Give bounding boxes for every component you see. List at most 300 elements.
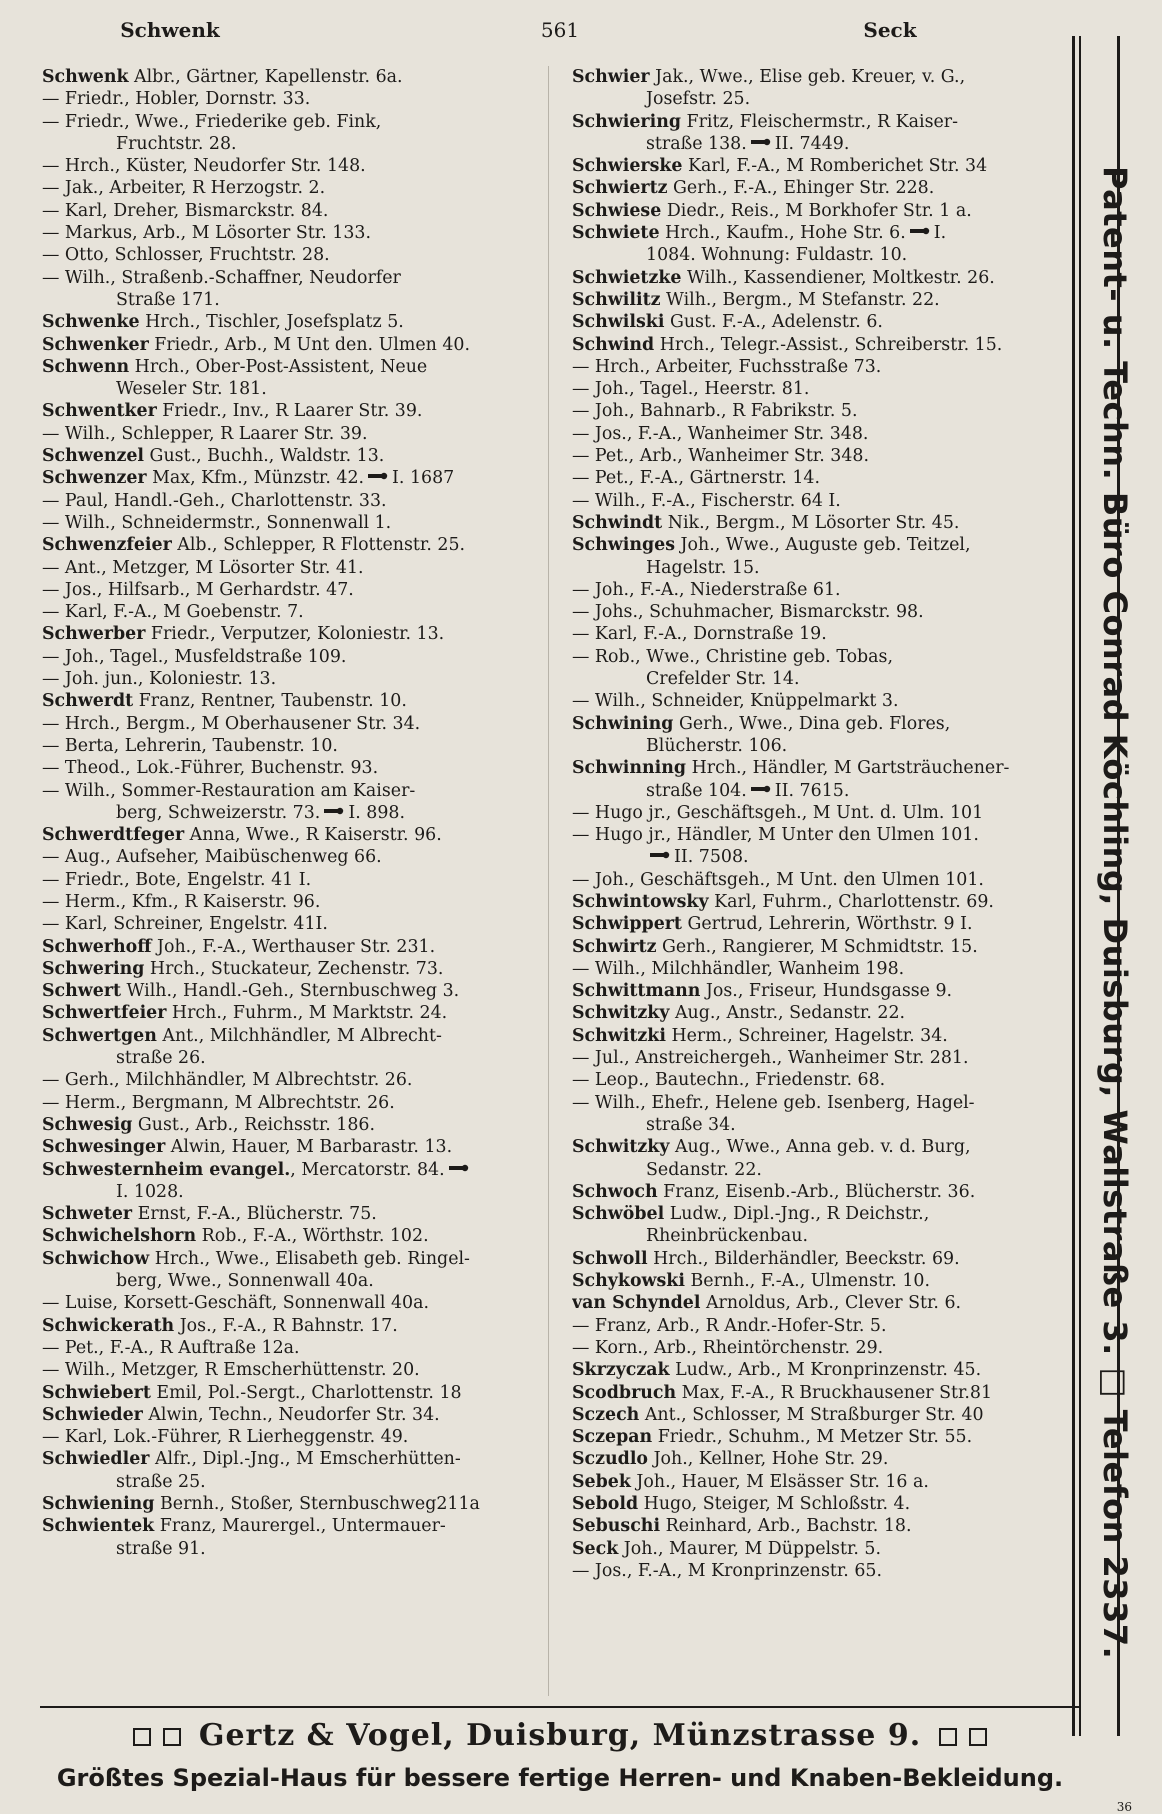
directory-entry (572, 846, 1070, 868)
entry-details: Gerh., F.-A., Ehinger Str. 228. (667, 178, 935, 199)
entry-surname: Schwirtz (572, 936, 657, 957)
entry-details: — Wilh., Metzger, R Emscherhüttenstr. 20. (42, 1360, 420, 1381)
entry-details: Franz, Rentner, Taubenstr. 10. (133, 691, 407, 712)
entry-details: — Wilh., Ehefr., Helene geb. Isenberg, Hagel- (572, 1092, 975, 1113)
directory-entry (572, 490, 1070, 512)
directory-entry (572, 244, 1070, 266)
entry-surname: Schykowski (572, 1271, 685, 1292)
directory-entry (42, 445, 540, 467)
entry-details: — Hugo jr., Händler, M Unter den Ulmen 101. (572, 825, 979, 846)
entry-details: Hrch., Bilderhändler, Beeckstr. 69. (647, 1248, 960, 1269)
entry-surname: Schwiedler (42, 1449, 150, 1470)
directory-entry (42, 1404, 540, 1426)
entry-details: Reinhard, Arb., Bachstr. 18. (660, 1516, 912, 1537)
directory-entry (572, 690, 1070, 712)
entry-details: — Karl, Schreiner, Engelstr. 41I. (42, 914, 328, 935)
entry-details: — Joh., Tagel., Heerstr. 81. (572, 379, 810, 400)
entry-details: — Wilh., Straßenb.-Schaffner, Neudorfer (42, 267, 401, 288)
entry-details: Alfr., Dipl.-Jng., M Emscherhütten- (149, 1449, 461, 1470)
entry-surname: Sebek (572, 1471, 631, 1492)
entry-details: — Ant., Metzger, M Lösorter Str. 41. (42, 557, 364, 578)
entry-details: Ant., Milchhändler, M Albrecht- (156, 1025, 442, 1046)
telephone-icon (650, 851, 670, 859)
entry-surname: Schwoll (572, 1248, 648, 1269)
entry-surname: Schwiering (572, 111, 682, 132)
entry-details: — Pet., F.-A., Gärtnerstr. 14. (572, 468, 821, 489)
entry-details: straße 34. (646, 1114, 736, 1135)
entry-details: — Otto, Schlosser, Fruchtstr. 28. (42, 245, 330, 266)
directory-entry (42, 579, 540, 601)
entry-surname: Schwiebert (42, 1382, 151, 1403)
directory-entry (572, 66, 1070, 88)
telephone-icon (449, 1164, 469, 1172)
directory-entry (572, 623, 1070, 645)
entry-details: — Friedr., Bote, Engelstr. 41 I. (42, 869, 312, 890)
directory-entry (572, 757, 1070, 779)
entry-details: Josefstr. 25. (646, 89, 751, 110)
entry-details: Gust., Buchh., Waldstr. 13. (144, 446, 385, 467)
entry-details: Jos., F.-A., R Bahnstr. 17. (174, 1315, 398, 1336)
directory-entry (42, 668, 540, 690)
entry-details: — Aug., Aufseher, Maibüschenweg 66. (42, 847, 382, 868)
entry-details: — Jos., F.-A., Wanheimer Str. 348. (572, 423, 869, 444)
sidebar-advertisement (1072, 36, 1134, 1736)
entry-details: — Joh. jun., Koloniestr. 13. (42, 669, 277, 690)
entry-surname: Schwesinger (42, 1137, 166, 1158)
entry-details: Wilh., Handl.-Geh., Sternbuschweg 3. (121, 981, 460, 1002)
directory-entry (42, 1292, 540, 1314)
directory-entry (572, 1560, 1070, 1582)
entry-details: 1084. Wohnung: Fuldastr. 10. (646, 245, 908, 266)
directory-entry (42, 1426, 540, 1448)
left-column (42, 66, 540, 1560)
directory-entry (572, 1159, 1070, 1181)
entry-details: Franz, Maurergel., Untermauer- (154, 1516, 446, 1537)
entry-surname: Schwintowsky (572, 891, 709, 912)
entry-details: Rheinbrückenbau. (646, 1226, 808, 1247)
entry-details: — Herm., Kfm., R Kaiserstr. 96. (42, 891, 321, 912)
directory-entry (572, 1047, 1070, 1069)
entry-details: Alb., Schlepper, R Flottenstr. 25. (171, 535, 466, 556)
entry-surname: Schwoch (572, 1181, 658, 1202)
directory-entry (572, 980, 1070, 1002)
entry-surname: Seck (572, 1538, 619, 1559)
entry-details: — Markus, Arb., M Lösorter Str. 133. (42, 223, 371, 244)
entry-phone-number: II. 7449. (774, 133, 850, 154)
entry-details: — Friedr., Hobler, Dornstr. 33. (42, 89, 311, 110)
directory-entry (42, 1069, 540, 1091)
entry-surname: Schwieder (42, 1404, 143, 1425)
entry-details: Nik., Bergm., M Lösorter Str. 45. (662, 512, 960, 533)
entry-surname: Schwind (572, 334, 655, 355)
entry-details: Hrch., Ober-Post-Assistent, Neue (129, 356, 428, 377)
entry-surname: van Schyndel (572, 1293, 701, 1314)
entry-surname: Schwittmann (572, 981, 701, 1002)
directory-entry (42, 177, 540, 199)
telephone-icon (751, 138, 771, 146)
directory-entry (42, 623, 540, 645)
entry-details: Blücherstr. 106. (646, 735, 788, 756)
directory-entry (572, 601, 1070, 623)
ad-top-rule (40, 1706, 1080, 1708)
entry-details: Gust., Arb., Reichsstr. 186. (132, 1114, 376, 1135)
directory-entry (42, 267, 540, 289)
entry-details: Hrch., Wwe., Elisabeth geb. Ringel- (149, 1248, 470, 1269)
sidebar-rule (1072, 36, 1075, 1736)
entry-details: berg, Schweizerstr. 73. (116, 802, 321, 823)
directory-entry (42, 155, 540, 177)
directory-entry (572, 1025, 1070, 1047)
entry-surname: Sczech (572, 1404, 640, 1425)
entry-details: Arnoldus, Arb., Clever Str. 6. (700, 1293, 962, 1314)
entry-details: Ant., Schlosser, M Straßburger Str. 40 (639, 1404, 984, 1425)
entry-surname: Schwiese (572, 200, 662, 221)
directory-entry (42, 1382, 540, 1404)
entry-details: Emil, Pol.-Sergt., Charlottenstr. 18 (150, 1382, 462, 1403)
entry-details: — Berta, Lehrerin, Taubenstr. 10. (42, 735, 338, 756)
entry-details: Herm., Schreiner, Hagelstr. 34. (665, 1025, 948, 1046)
entry-details: Friedr., Arb., M Unt den. Ulmen 40. (148, 334, 470, 355)
directory-entry (572, 1203, 1070, 1225)
directory-entry (572, 1359, 1070, 1381)
directory-entry (572, 1248, 1070, 1270)
entry-details: Friedr., Inv., R Laarer Str. 39. (156, 401, 423, 422)
telephone-icon (910, 227, 930, 235)
entry-surname: Schwiete (572, 223, 660, 244)
directory-entry (42, 1114, 540, 1136)
entry-details: straße 25. (116, 1471, 206, 1492)
entry-surname: Sebold (572, 1494, 639, 1514)
entry-surname: Schwippert (572, 914, 682, 935)
entry-surname: Schwerdt (42, 691, 134, 712)
entry-details: — Hrch., Arbeiter, Fuchsstraße 73. (572, 356, 882, 377)
directory-entry (572, 869, 1070, 891)
directory-entry (42, 490, 540, 512)
directory-entry (572, 936, 1070, 958)
entry-details: — Luise, Korsett-Geschäft, Sonnenwall 40a. (42, 1293, 429, 1314)
entry-surname: Schwesternheim evangel. (42, 1159, 291, 1180)
directory-entry (42, 1337, 540, 1359)
entry-details: Crefelder Str. 14. (646, 669, 800, 690)
directory-entry (572, 1181, 1070, 1203)
entry-surname: Schwertfeier (42, 1003, 167, 1024)
directory-entry (42, 1047, 540, 1069)
directory-entry (42, 378, 540, 400)
entry-details: Sedanstr. 22. (646, 1159, 762, 1180)
entry-surname: Schwenke (42, 312, 140, 333)
directory-entry (572, 958, 1070, 980)
entry-details: Joh., Wwe., Auguste geb. Teitzel, (675, 535, 971, 556)
entry-details: Alwin, Hauer, M Barbarastr. 13. (165, 1137, 453, 1158)
entry-surname: Schwining (572, 713, 674, 734)
entry-details: — Pet., F.-A., R Auftraße 12a. (42, 1337, 300, 1358)
entry-details: Bernh., F.-A., Ulmenstr. 10. (684, 1271, 930, 1292)
directory-entry (42, 936, 540, 958)
directory-entry (42, 1203, 540, 1225)
entry-surname: Schwietzke (572, 267, 682, 288)
directory-entry (572, 1315, 1070, 1337)
entry-details: — Karl, F.-A., M Goebenstr. 7. (42, 602, 304, 623)
directory-entry (572, 1493, 1070, 1515)
entry-details: — Franz, Arb., R Andr.-Hofer-Str. 5. (572, 1315, 887, 1336)
directory-entry (42, 200, 540, 222)
directory-entry (42, 913, 540, 935)
directory-entry (572, 1426, 1070, 1448)
entry-surname: Schwenker (42, 334, 149, 355)
entry-details: — Friedr., Wwe., Friederike geb. Fink, (42, 111, 382, 132)
entry-details: Joh., Maurer, M Düppelstr. 5. (618, 1538, 882, 1559)
directory-entry (42, 1471, 540, 1493)
entry-details: — Wilh., Schlepper, R Laarer Str. 39. (42, 423, 368, 444)
directory-entry (42, 467, 540, 489)
directory-entry (42, 1092, 540, 1114)
directory-entry (572, 668, 1070, 690)
entry-details: — Joh., Tagel., Musfeldstraße 109. (42, 646, 347, 667)
square-ornament-icon (969, 1728, 987, 1746)
page-header (40, 18, 1080, 48)
entry-details: — Karl, F.-A., Dornstraße 19. (572, 624, 827, 645)
entry-phone-number: I. 898. (348, 802, 405, 823)
entry-details: — Pet., Arb., Wanheimer Str. 348. (572, 446, 869, 467)
directory-entry (42, 780, 540, 802)
entry-details: Joh., F.-A., Werthauser Str. 231. (151, 936, 436, 957)
directory-entry (42, 1270, 540, 1292)
directory-entry (572, 1471, 1070, 1493)
entry-surname: Schwientek (42, 1516, 155, 1537)
directory-entry (42, 334, 540, 356)
entry-details: Wilh., Bergm., M Stefanstr. 22. (660, 289, 940, 310)
entry-surname: Schwitzky (572, 1003, 670, 1024)
directory-entry (572, 1448, 1070, 1470)
directory-entry (572, 311, 1070, 333)
directory-entry (572, 200, 1070, 222)
directory-entry (572, 400, 1070, 422)
entry-details: Hrch., Kaufm., Hohe Str. 6. (659, 223, 906, 244)
entry-surname: Schwering (42, 958, 145, 979)
directory-entry (572, 267, 1070, 289)
directory-entry (42, 958, 540, 980)
entry-details: — Wilh., Schneidermstr., Sonnenwall 1. (42, 512, 392, 533)
square-ornament-icon (939, 1728, 957, 1746)
directory-entry (42, 1002, 540, 1024)
entry-surname: Scodbruch (572, 1382, 677, 1403)
entry-surname: Schwinges (572, 535, 676, 556)
entry-details: Ludw., Arb., M Kronprinzenstr. 45. (669, 1360, 982, 1381)
directory-entry (42, 88, 540, 110)
directory-entry (572, 378, 1070, 400)
directory-entry (572, 155, 1070, 177)
entry-details: — Hrch., Küster, Neudorfer Str. 148. (42, 156, 366, 177)
entry-surname: Schwenn (42, 356, 130, 377)
directory-entry (42, 111, 540, 133)
entry-surname: Schwitzky (572, 1137, 670, 1158)
directory-entry (42, 1136, 540, 1158)
sidebar-rule (1079, 36, 1081, 1736)
entry-details: — Wilh., Schneider, Knüppelmarkt 3. (572, 691, 899, 712)
entry-details: berg, Wwe., Sonnenwall 40a. (116, 1271, 374, 1292)
entry-phone-number: I. 1687 (392, 468, 455, 489)
directory-entry (42, 713, 540, 735)
page-number: 561 (540, 18, 580, 42)
directory-entry (42, 1315, 540, 1337)
directory-entry (572, 1292, 1070, 1314)
directory-entry (42, 512, 540, 534)
entry-details: Hrch., Fuhrm., M Marktstr. 24. (166, 1003, 448, 1024)
entry-details: — Hugo jr., Geschäftsgeh., M Unt. d. Ulm. 101 (572, 802, 984, 823)
directory-entry (42, 1159, 540, 1181)
entry-phone-number: II. 7615. (774, 780, 850, 801)
directory-entry (42, 735, 540, 757)
entry-details: I. 1028. (116, 1181, 184, 1202)
entry-details: Franz, Eisenb.-Arb., Blücherstr. 36. (657, 1181, 976, 1202)
ad-headline-text: Gertz & Vogel, Duisburg, Münzstrasse 9. (198, 1718, 922, 1753)
entry-surname: Schweter (42, 1204, 133, 1225)
entry-details: — Jul., Anstreichergeh., Wanheimer Str. 281. (572, 1048, 969, 1069)
entry-surname: Schwert (42, 981, 122, 1002)
entry-details: straße 26. (116, 1048, 206, 1069)
entry-details: — Korn., Arb., Rheintörchenstr. 29. (572, 1337, 884, 1358)
ad-headline (40, 1718, 1080, 1758)
entry-details: straße 104. (646, 780, 747, 801)
entry-details: Aug., Anstr., Sedanstr. 22. (669, 1003, 906, 1024)
entry-details: Karl, Fuhrm., Charlottenstr. 69. (708, 891, 994, 912)
directory-entry (572, 1515, 1070, 1537)
directory-entry (42, 423, 540, 445)
entry-details: — Herm., Bergmann, M Albrechtstr. 26. (42, 1092, 395, 1113)
entry-details: Friedr., Schuhm., M Metzer Str. 55. (652, 1427, 973, 1448)
directory-entry (42, 557, 540, 579)
directory-entry (572, 445, 1070, 467)
entry-details: Wilh., Kassendiener, Moltkestr. 26. (681, 267, 995, 288)
entry-details: — Jos., Hilfsarb., M Gerhardstr. 47. (42, 579, 354, 600)
telephone-icon (751, 785, 771, 793)
entry-surname: Schwenk (42, 67, 129, 87)
entry-surname: Skrzyczak (572, 1360, 670, 1381)
ad-subline: Größtes Spezial-Haus für bessere fertige Herren- und Knaben-Bekleidung. (56, 1764, 1064, 1792)
entry-details: Weseler Str. 181. (116, 379, 267, 400)
entry-details: — Paul, Handl.-Geh., Charlottenstr. 33. (42, 490, 387, 511)
entry-phone-number: I. (933, 223, 947, 244)
directory-entry (572, 133, 1070, 155)
directory-entry (42, 356, 540, 378)
directory-entry (572, 1270, 1070, 1292)
entry-details: Diedr., Reis., M Borkhofer Str. 1 a. (661, 200, 972, 221)
telephone-icon (368, 472, 388, 480)
entry-surname: Schwilitz (572, 289, 661, 310)
directory-entry (42, 534, 540, 556)
entry-details: Joh., Hauer, M Elsässer Str. 16 a. (630, 1471, 929, 1492)
entry-details: Rob., F.-A., Wörthstr. 102. (196, 1226, 429, 1247)
entry-details: — Leop., Bautechn., Friedenstr. 68. (572, 1070, 886, 1091)
entry-details: Ernst, F.-A., Blücherstr. 75. (132, 1204, 377, 1225)
entry-details: — Karl, Lok.-Führer, R Lierheggenstr. 49. (42, 1427, 409, 1448)
directory-entry (572, 579, 1070, 601)
entry-details: Anna, Wwe., R Kaiserstr. 96. (184, 825, 442, 846)
directory-entry (42, 66, 540, 88)
entry-surname: Schwierske (572, 156, 683, 177)
entry-details: Gust. F.-A., Adelenstr. 6. (664, 312, 883, 333)
directory-entry (42, 1448, 540, 1470)
entry-details: Karl, F.-A., M Romberichet Str. 34 (682, 156, 988, 177)
entry-details: Hugo, Steiger, M Schloßstr. 4. (638, 1494, 911, 1514)
entry-surname: Schwickerath (42, 1315, 175, 1336)
directory-entry (42, 802, 540, 824)
directory-entry (572, 802, 1070, 824)
square-ornament-icon (133, 1728, 151, 1746)
entry-surname: Sczudlo (572, 1449, 649, 1470)
entry-details: Hrch., Stuckateur, Zechenstr. 73. (144, 958, 444, 979)
directory-entry (572, 557, 1070, 579)
entry-surname: Schwöbel (572, 1204, 665, 1225)
entry-surname: Schwiertz (572, 178, 668, 199)
directory-entry (42, 222, 540, 244)
directory-entry (572, 289, 1070, 311)
entry-details: Friedr., Verputzer, Koloniestr. 13. (145, 624, 445, 645)
directory-entry (572, 1404, 1070, 1426)
entry-details: Ludw., Dipl.-Jng., R Deichstr., (664, 1204, 930, 1225)
entry-details: straße 91. (116, 1538, 206, 1559)
header-right-keyword: Seck (863, 18, 917, 42)
square-ornament-icon (163, 1728, 181, 1746)
directory-entry (572, 824, 1070, 846)
entry-surname: Schwertgen (42, 1025, 157, 1046)
entry-surname: Schwerber (42, 624, 146, 645)
entry-surname: Sczepan (572, 1427, 653, 1448)
entry-details: Aug., Wwe., Anna geb. v. d. Burg, (669, 1137, 971, 1158)
directory-entry (572, 111, 1070, 133)
directory-entry (42, 757, 540, 779)
directory-entry (572, 713, 1070, 735)
telephone-icon (324, 807, 344, 815)
entry-phone-number: II. 7508. (674, 847, 749, 868)
entry-surname: Schwiening (42, 1494, 155, 1514)
entry-details: Fruchtstr. 28. (116, 133, 237, 154)
sidebar-ad-text: Patent- u. Techn. Büro Conrad Köchling, Duisburg, Wallstraße 3. □ Telefon 2337. (1096, 166, 1134, 1660)
directory-entry (572, 467, 1070, 489)
entry-surname: Schwenzfeier (42, 535, 172, 556)
entry-details: Jak., Wwe., Elise geb. Kreuer, v. G., (649, 67, 966, 87)
entry-details: — Joh., Geschäftsgeh., M Unt. den Ulmen 101. (572, 869, 984, 890)
directory-entry (572, 1002, 1070, 1024)
entry-details: — Wilh., Milchhändler, Wanheim 198. (572, 958, 905, 979)
entry-details: — Johs., Schuhmacher, Bismarckstr. 98. (572, 602, 924, 623)
directory-entry (572, 534, 1070, 556)
directory-entry (42, 133, 540, 155)
directory-entry (572, 646, 1070, 668)
directory-entry (572, 423, 1070, 445)
entry-details: Gerh., Wwe., Dina geb. Flores, (673, 713, 951, 734)
entry-details: — Rob., Wwe., Christine geb. Tobas, (572, 646, 893, 667)
directory-entry (572, 1136, 1070, 1158)
entry-surname: Schwerdtfeger (42, 825, 185, 846)
entry-surname: Schwilski (572, 312, 665, 333)
directory-entry (42, 1515, 540, 1537)
entry-details: Albr., Gärtner, Kapellenstr. 6a. (128, 67, 403, 87)
directory-entry (572, 1114, 1070, 1136)
directory-entry (42, 244, 540, 266)
directory-entry (572, 222, 1070, 244)
directory-entry (572, 356, 1070, 378)
entry-surname: Schwichelshorn (42, 1226, 197, 1247)
directory-entry (42, 1225, 540, 1247)
directory-entry (572, 177, 1070, 199)
entry-details: Hrch., Telegr.-Assist., Schreiberstr. 15. (654, 334, 1003, 355)
entry-details: Hrch., Händler, M Gartsträuchener- (686, 758, 1010, 779)
directory-entry (42, 1181, 540, 1203)
entry-details: Bernh., Stoßer, Sternbuschweg211a (154, 1494, 480, 1514)
entry-details: — Wilh., F.-A., Fischerstr. 64 I. (572, 490, 841, 511)
directory-entry (42, 289, 540, 311)
